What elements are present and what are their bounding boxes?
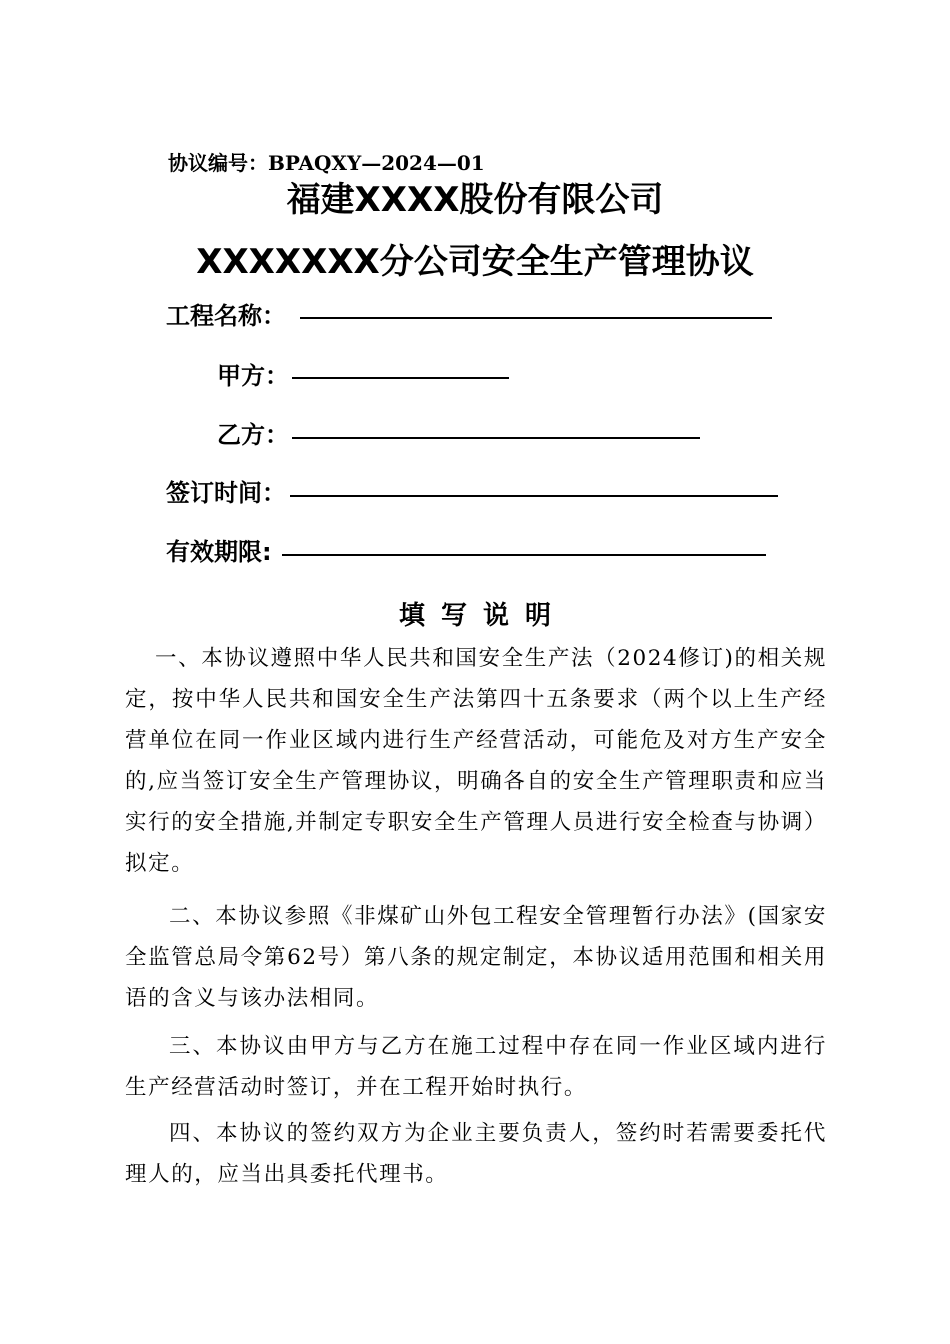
instructions-title: 填写说明: [398, 601, 567, 631]
agreement-number: 协议编号：BPAQXY—2024—01: [168, 151, 485, 175]
instruction-item-1: 一、本协议遵照中华人民共和国安全生产法（2024修订)的相关规定，按中华人民共和国安全生产法第四十五条要求（两个以上生产经营单位在同一作业区域内进行生产经营活动，可能危及对方生产安全的,应当签订安全生产管理协议，明确各自的安全生产管理职责和应当实行的安全措施,并制定专职安全生产管理人员进行安全检查与协调）拟定。: [125, 646, 827, 876]
instruction-item-4: 四、本协议的签约双方为企业主要负责人，签约时若需要委托代理人的，应当出具委托代理书。: [125, 1121, 827, 1187]
company-name: 福建XXXX股份有限公司: [286, 180, 664, 220]
party-a-label: 甲方：: [217, 362, 289, 390]
project-name-blank[interactable]: [300, 317, 772, 319]
sign-date-blank[interactable]: [290, 495, 778, 497]
instruction-item-3: 三、本协议由甲方与乙方在施工过程中存在同一作业区域内进行生产经营活动时签订，并在工程开始时执行。: [125, 1034, 827, 1100]
document-title: XXXXXXX分公司安全生产管理协议: [196, 242, 754, 282]
project-name-label: 工程名称：: [166, 302, 286, 330]
sign-date-label: 签订时间：: [166, 479, 286, 507]
party-b-blank[interactable]: [292, 437, 700, 439]
party-a-blank[interactable]: [292, 377, 509, 379]
party-b-label: 乙方：: [217, 421, 289, 449]
validity-label: 有效期限:: [166, 538, 272, 566]
instruction-item-2: 二、本协议参照《非煤矿山外包工程安全管理暂行办法》(国家安全监管总局令第62号）第八条的规定制定，本协议适用范围和相关用语的含义与该办法相同。: [125, 904, 827, 1011]
validity-blank[interactable]: [282, 554, 766, 556]
